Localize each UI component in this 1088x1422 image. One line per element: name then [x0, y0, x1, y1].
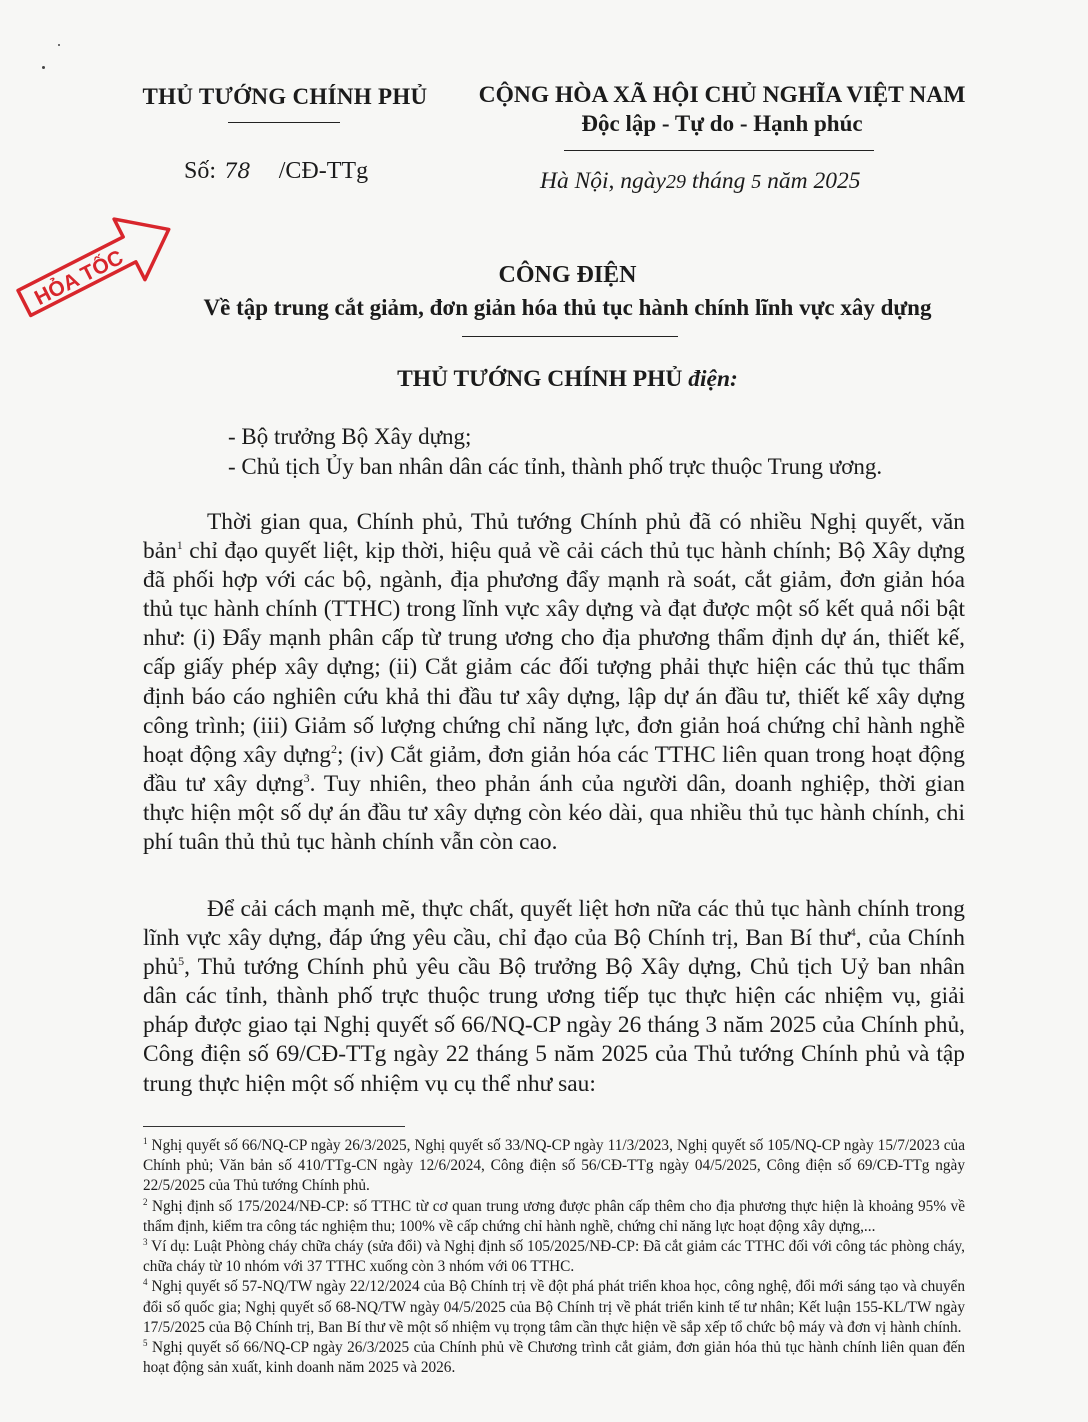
document-number [184, 158, 368, 185]
footnote-item [143, 1136, 965, 1197]
footnote-number: 1 [143, 1136, 148, 1146]
p1-text-a: Thời gian qua, Chính phủ, Thủ tướng Chính phủ đã có nhiều Nghị quyết, văn bản [143, 509, 965, 565]
footnote-text: Nghị quyết số 57-NQ/TW ngày 22/12/2024 của Bộ Chính trị về đột phá phát triển khoa học, công nghệ, đổi mới sáng tạo và chuyển đổi số quốc gia; Nghị quyết số 68-NQ/TW ngày 04/5/2025 của Bộ Chính trị về phát triển kinh tế tư nhân; Kết luận 155-KL/TW ngày 17/5/2025 của Bộ Chính trị, Ban Bí thư về một số nhiệm vụ trọng tâm cần thực hiện về sắp xếp tổ chức bộ máy và đơn vị hành chính. [143, 1278, 965, 1336]
footnote-text: Ví dụ: Luật Phòng cháy chữa cháy (sửa đổi) và Nghị định số 105/2025/NĐ-CP: Đã cắt giảm các TTHC đối với công tác phòng cháy, chữa cháy từ 10 nhóm với 37 TTHC xuống còn 3 nhóm với 06 TTHC. [143, 1238, 965, 1276]
date-month: 5 [751, 171, 762, 193]
title-underline [462, 336, 678, 337]
footnote-ref-2: 2 [331, 741, 337, 756]
footnote-ref-4: 4 [849, 925, 856, 940]
nation-title: CỘNG HÒA XÃ HỘI CHỦ NGHĨA VIỆT NAM [478, 82, 966, 108]
motto-underline [564, 150, 874, 151]
footnote-text: Nghị quyết số 66/NQ-CP ngày 26/3/2025, Nghị quyết số 33/NQ-CP ngày 11/3/2023, Nghị quyết số 105/NQ-CP ngày 15/7/2023 của Chính phủ; Văn bản số 410/TTg-CN ngày 12/6/2024, Công điện số 56/CĐ-TTg ngày 04/5/2025, Công điện số 69/CĐ-TTg ngày 22/5/2025 của Thủ tướng Chính phủ. [143, 1137, 965, 1195]
recipient-item: - Bộ trưởng Bộ Xây dựng; [228, 424, 472, 449]
footnote-number: 2 [143, 1196, 148, 1207]
footnote-item [143, 1277, 965, 1338]
p2-text-a: Để cải cách mạnh mẽ, thực chất, quyết liệt hơn nữa các thủ tục hành chính trong lĩnh vực xây dựng, đáp ứng yêu cầu, chỉ đạo của Bộ Chính trị, Ban Bí thư [143, 896, 965, 952]
footnote-separator [143, 1126, 405, 1127]
footnote-item [143, 1197, 965, 1237]
footnote-item [143, 1237, 965, 1277]
recipient-item: - Chủ tịch Ủy ban nhân dân các tỉnh, thành phố trực thuộc Trung ương. [228, 454, 883, 479]
issuer-line [100, 366, 1035, 393]
issuer-main: THỦ TƯỚNG CHÍNH PHỦ [397, 366, 683, 392]
p1-text-b: chỉ đạo quyết liệt, kịp thời, hiệu quả về cải cách thủ tục hành chính; Bộ Xây dựng đã phối hợp với các bộ, ngành, địa phương đẩy mạnh rà soát, cắt giảm, đơn giản hóa thủ tục hành chính (TTHC) trong lĩnh vực xây dựng và đạt được một số kết quả nổi bật như: (i) Đẩy mạnh phân cấp từ trung ương cho địa phương thẩm định dự án, thiết kế, cấp giấy phép xây dựng; (ii) Cắt giảm các đối tượng phải thực hiện các thủ tục thẩm định báo cáo nghiên cứu khả thi đầu tư xây dựng, lập dự án đầu tư, thiết kế xây dựng công trình; (iii) Giảm số lượng chứng chỉ năng lực, đơn giản hoá chứng chỉ hành nghề hoạt động xây dựng [143, 538, 965, 768]
footnote-number: 5 [143, 1338, 148, 1349]
number-suffix: /CĐ-TTg [278, 158, 369, 184]
number-label: Số: [184, 158, 217, 184]
footnote-ref-5: 5 [178, 954, 185, 969]
document-type: CÔNG ĐIỆN [498, 262, 637, 288]
footnote-ref-1: 1 [176, 538, 183, 553]
issuer-suffix: điện: [688, 366, 738, 392]
issuing-authority: THỦ TƯỚNG CHÍNH PHỦ [142, 84, 428, 109]
date-line [540, 168, 861, 195]
body-paragraph-1 [143, 508, 965, 857]
scan-speck [58, 44, 60, 46]
footnote-item [143, 1338, 965, 1378]
document-title [100, 262, 1035, 321]
p2-text-c: , Thủ tướng Chính phủ yêu cầu Bộ trưởng Bộ Xây dựng, Chủ tịch Uỷ ban nhân dân các tỉnh, thành phố trực thuộc trung ương tiếp tục thực hiện các nhiệm vụ, giải pháp được giao tại Nghị quyết số 66/NQ-CP ngày 26 tháng 3 năm 2025 của Chính phủ, Công điện số 69/CĐ-TTg ngày 22 tháng 5 năm 2025 của Thủ tướng Chính phủ và tập trung thực hiện một số nhiệm vụ cụ thể như sau: [143, 954, 965, 1097]
date-month-label: tháng [691, 168, 746, 194]
footnote-ref-3: 3 [303, 770, 310, 785]
document-subject: Về tập trung cắt giảm, đơn giản hóa thủ tục hành chính lĩnh vực xây dựng [203, 295, 932, 320]
body-paragraph-2 [143, 895, 965, 1099]
footnotes [143, 1136, 965, 1378]
national-motto: Độc lập - Tự do - Hạnh phúc [581, 111, 863, 136]
date-place: Hà Nội, ngày [540, 168, 666, 194]
stamp-text: HỎA TỐC [30, 245, 128, 310]
footnote-text: Nghị quyết số 66/NQ-CP ngày 26/3/2025 của Chính phủ về Chương trình cắt giảm, đơn giản hóa thủ tục hành chính liên quan đến hoạt động sản xuất, kinh doanh năm 2025 và 2026. [143, 1339, 965, 1377]
date-day: 29 [665, 171, 686, 193]
footnote-text: Nghị định số 175/2024/NĐ-CP: số TTHC từ cơ quan trung ương được phân cấp thêm cho địa phương thực hiện là khoảng 95% về thẩm định, kiểm tra công tác nghiệm thu; 100% về cấp chứng chỉ hành nghề, chứng chỉ năng lực hoạt động xây dựng,... [143, 1197, 965, 1235]
number-value: 78 [224, 159, 251, 183]
scan-speck [42, 66, 45, 69]
p2-text-b: , của Chính phủ [143, 925, 965, 981]
date-year: năm 2025 [767, 168, 861, 194]
national-header [462, 82, 982, 137]
p1-text-c: ; (iv) Cắt giảm, đơn giản hóa các TTHC liên quan trong hoạt động đầu tư xây dựng [143, 741, 965, 797]
p1-text-d: . Tuy nhiên, theo phản ánh của người dân, doanh nghiệp, thời gian thực hiện một số dự án đầu tư xây dựng còn kéo dài, qua nhiều thủ tục hành chính, chi phí tuân thủ thủ tục hành chính vẫn còn cao. [143, 770, 965, 856]
footnote-number: 4 [143, 1277, 148, 1288]
recipients-list [228, 422, 882, 482]
authority-underline [228, 122, 340, 123]
footnote-number: 3 [143, 1237, 148, 1248]
